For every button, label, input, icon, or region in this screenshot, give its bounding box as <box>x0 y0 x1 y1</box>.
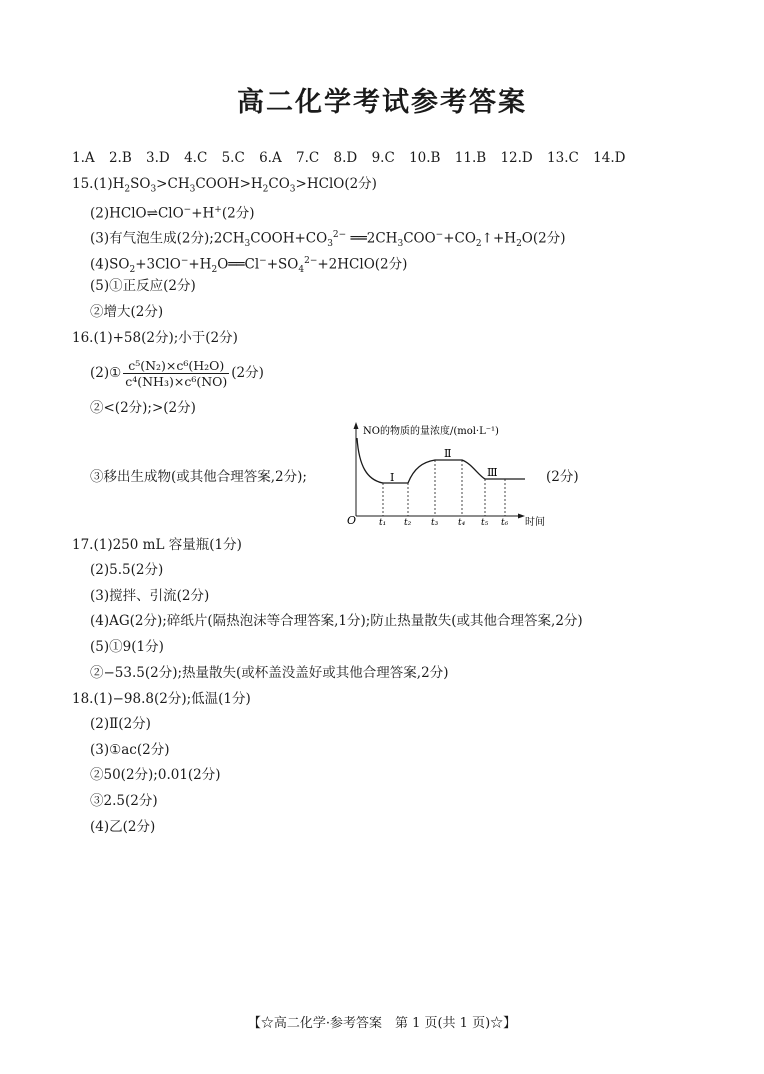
region-label: Ⅱ <box>444 447 452 460</box>
q16-line-1: 16.(1)+58(2分);小于(2分) <box>72 330 238 346</box>
mcq-answer: 10.B <box>409 150 441 166</box>
region-label: Ⅰ <box>390 471 395 484</box>
q17-line-3: (3)搅拌、引流(2分) <box>90 588 210 604</box>
q17-line-6: ②−53.5(2分);热量散失(或杯盖没盖好或其他合理答案,2分) <box>90 665 449 681</box>
mcq-answer: 14.D <box>593 150 626 166</box>
page-footer: 【☆高二化学·参考答案 第 1 页(共 1 页)☆】 <box>247 1016 517 1031</box>
q15-line-1: $15.(1)H_2SO_3>CH_3COOH>H_2CO_3>HClO(2$分) <box>72 176 377 195</box>
q18-line-3: (3)①ac(2分) <box>90 742 170 758</box>
equilibrium-arrow-icon: ⇌ <box>146 205 158 222</box>
tick-label: t₃ <box>431 518 439 528</box>
mcq-answer: 8.D <box>333 150 358 166</box>
origin-label: O <box>347 514 357 527</box>
x-axis-label: 时间 <box>525 517 545 528</box>
mcq-answers <box>72 149 635 167</box>
mcq-answer: 13.C <box>547 150 579 166</box>
q17-line-5: (5)①9(1分) <box>90 639 164 655</box>
no-concentration-graph <box>345 420 545 532</box>
q18-line-6: (4)乙(2分) <box>90 819 156 835</box>
mcq-answer: 2.B <box>108 150 132 166</box>
graph-score: (2分) <box>546 469 579 485</box>
mcq-answer: 1.A <box>72 150 95 166</box>
q18-line-1: 18.(1)−98.8(2分);低温(1分) <box>72 691 251 707</box>
q15-line-3: (3)有气泡生成(2分)$;2CH_3COOH+CO_3^{2-}$ $══2CH_3COO^-+CO_2↑+H_2O(2$分) <box>90 230 566 250</box>
q18-line-2: (2)Ⅱ(2分) <box>90 716 151 732</box>
tick-label: t₂ <box>404 518 412 528</box>
q18-line-4: ②50(2分);0.01(2分) <box>90 767 221 783</box>
tick-label: t₅ <box>481 518 489 528</box>
concentration-curve <box>357 438 525 483</box>
q15-line-5: (5)①正反应(2分) <box>90 278 196 294</box>
q15-line-4: $(4)SO_2+3ClO^-+H_2O══Cl^-+SO_4^{2-}+2HClO(2$分) <box>90 256 408 276</box>
q15-line-6: ②增大(2分) <box>90 304 164 320</box>
mcq-answer: 5.C <box>221 150 245 166</box>
q16-line-3: ②<(2分);>(2分) <box>90 400 196 416</box>
q17-line-1: 17.(1)250 mL 容量瓶(1分) <box>72 537 242 553</box>
tick-label: t₄ <box>458 518 466 528</box>
region-label: Ⅲ <box>487 466 498 479</box>
mcq-answer: 9.C <box>371 150 395 166</box>
q16-line-4: ③移出生成物(或其他合理答案,2分); <box>90 469 307 485</box>
mcq-answer: 4.C <box>184 150 208 166</box>
tick-label: t₆ <box>501 518 509 528</box>
mcq-answer: 12.D <box>500 150 533 166</box>
tick-label: t₁ <box>379 518 387 528</box>
equilibrium-constant-fraction: $\frac{\text{c⁵(N₂)×c⁶(H₂O)}}{\text{c⁴(NH₃)×c⁶(NO)}}$ <box>125 358 228 389</box>
mcq-answer: 11.B <box>454 150 487 166</box>
q18-line-5: ③2.5(2分) <box>90 793 158 809</box>
mcq-answer: 3.D <box>146 150 170 166</box>
q16-line-2: (2)① $\frac{\text{c⁵(N₂)×c⁶(H₂O)}}{\text{c⁴(NH₃)×c⁶(NO)}}$ (2分) <box>90 358 264 389</box>
mcq-answer: 6.A <box>259 150 282 166</box>
q15-line-2: (2)HClO⇌ClO−+H+(2分) <box>90 205 255 222</box>
q17-line-4: (4)AG(2分);碎纸片(隔热泡沫等合理答案,1分);防止热量散失(或其他合理答案,2分) <box>90 613 583 629</box>
q17-line-2: (2)5.5(2分) <box>90 562 164 578</box>
y-axis-label: NO的物质的量浓度/(mol·L⁻¹) <box>363 426 499 437</box>
mcq-answer: 7.C <box>296 150 320 166</box>
page-title: 高二化学考试参考答案 <box>237 87 527 118</box>
